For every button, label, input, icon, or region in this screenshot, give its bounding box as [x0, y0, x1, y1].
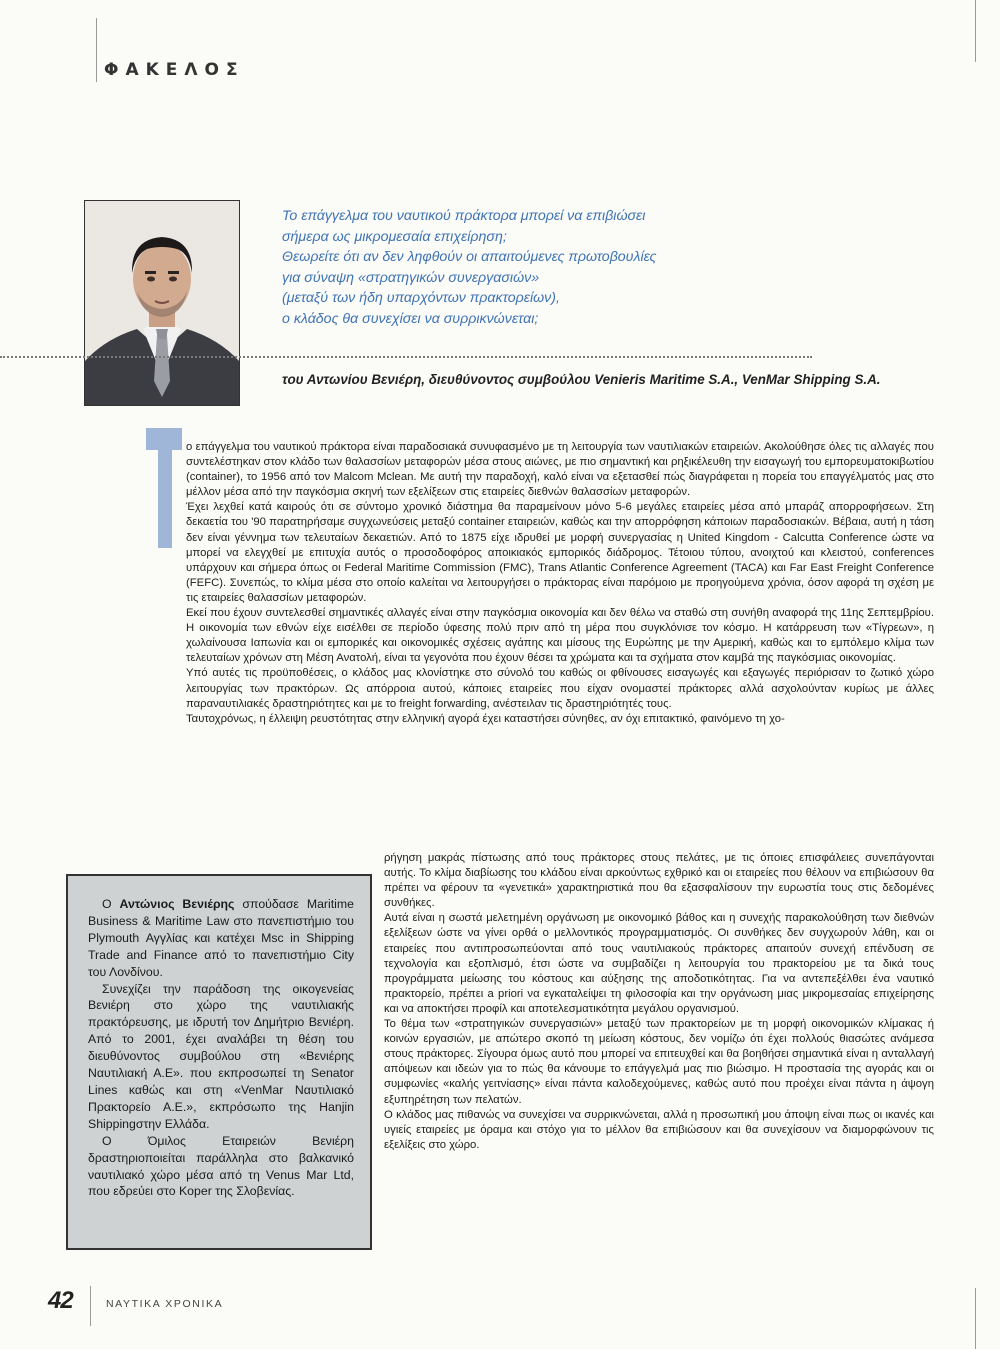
article-paragraph: Εκεί που έχουν συντελεσθεί σημαντικές αλλαγές είναι στην παγκόσμια οικονομία και δεν θέλω να σταθώ στη συνήθη αναφορά της 11ης Σεπτεμβρίου. Η οικονομία των εθνών είχε εισέλθει σε περίοδο ύφεσης πολύ πριν από τη μέρα που συγκλόνισε τον κόσμο. Η κατάρρευση των «Τίγρεων», η χωλαίνουσα Ιαπωνία και οι εμπορικές και οικονομικές σχέσεις αγάπης και μίσους της Ευρώπης με την Αμερική, καθώς και το εμπόλεμο κλίμα των τελευταίων χρόνων στη Μέση Ανατολή, είναι τα γεγονότα που έχουν θέσει τα χρώματα και τα σχήματα στον καμβά της παγκόσμιας οικονομίας. [186, 607, 934, 665]
section-title: ΦΑΚΕΛΟΣ [104, 60, 245, 80]
portrait-photo [84, 200, 240, 406]
magazine-title: ΝΑΥΤΙΚΑ ΧΡΟΝΙΚΑ [106, 1298, 224, 1310]
article-paragraph: Έχει λεχθεί κατά καιρούς ότι σε σύντομο χρονικό διάστημα θα παραμείνουν μόνο 5-6 μεγάλες εταιρείες μέσα από μπαράζ απορροφήσεων. Στη δεκαετία του '90 παρατηρήσαμε συγχωνεύσεις μεταξύ container εταιρειών, καθώς και την απορρόφηση κάποιων παραδοσιακών. Βέβαια, αυτή η τάση δεν είναι γέννημα των τελευταίων δεκαετιών. Από το 1875 είχε ιδρυθεί με μορφή συνεργασίας η United Kingdom - Calcutta Conference ώστε να μπορεί να ελεγχθεί με επιτυχία αυτός ο προσοδοφόρος αποικιακός εμπορικός διάδρομος. Τέτοιου τύπου, ανοιχτού και κλειστού, conferences υπάρχουν και σήμερα όπως οι Federal Maritime Commission (FMC), Trans Atlantic Conference Agreement (TACA) και Far East Freight Conference (FEFC). Συνεπώς, το κλίμα μέσα στο οποίο καλείται να λειτουργήσει ο πράκτορας είναι παρόμοιο με προηγούμενα χρόνια, όσον αφορά τη σχέση με τις εταιρείες θαλασσίων μεταφορών. [186, 501, 934, 604]
question-line: Το επάγγελμα του ναυτικού πράκτορα μπορεί να επιβιώσει [282, 208, 646, 224]
bio-paragraph: Συνεχίζει την παράδοση της οικογενείας Βενιέρη στο χώρο της ναυτιλιακής πρακτόρευσης, με ιδρυτή τον Δημήτριο Βενιέρη. Από το 2001, έχει αναλάβει τη θέση του διευθύνοντος συμβούλου στη «Βενιέρης Ναυτιλιακή Α.Ε». που εκπροσωπεί τη Senator Lines καθώς και στη «VenMar Ναυτιλιακό Πρακτορείο Α.Ε.», εκπρόσωπο της Hanjin Shippingστην Ελλάδα. [88, 981, 354, 1131]
article-paragraph: Ο κλάδος μας πιθανώς να συνεχίσει να συρρικνώνεται, αλλά η προσωπική μου άποψη είναι πως οι ικανές και υγιείς εταιρείες με όραμα και στόχο για το μέλλον θα επιβιώσουν και θα συνεχίσουν να διαμορφώνουν τις εξελίξεις στο χώρο. [384, 1108, 934, 1151]
author-bio-box [66, 874, 372, 1250]
question-line: Θεωρείτε ότι αν δεν ληφθούν οι απαιτούμενες πρωτοβουλίες [282, 249, 657, 265]
footer-right-rule [975, 1288, 976, 1349]
article-body-upper [186, 440, 934, 727]
page-number: 42 [48, 1287, 73, 1314]
article-paragraph: Το θέμα των «στρατηγικών συνεργασιών» μεταξύ των πρακτορείων με τη μορφή οικονομικών κλίμακας ή κοινών εργασιών, με απώτερο σκοπό τη μείωση κόστους, δεν νομίζω ότι έχει πολλούς θιασώτες ανάμεσα στους πράκτορες. Σίγουρα όμως αυτό που μπορεί να επιτευχθεί και θα βοηθήσει σημαντικά είναι η ανταλλαγή απόψεων και ιδεών για το πώς θα κάνουμε το επάγγελμά μας πιο βιώσιμο. Η προστασία της αγοράς και οι συμφωνίες «καλής γειτνίασης» είναι πάντα καλοδεχούμενες, καθώς αυτό που προέχει είναι πάντα η άψογη εξυπηρέτηση των πελατών. [384, 1018, 934, 1106]
article-paragraph: ρήγηση μακράς πίστωσης από τους πράκτορες στους πελάτες, με τις όποιες επισφάλειες συνεπάγονται αυτής. Το κλίμα διαβίωσης του κλάδου είναι αρκούντως εχθρικό και οι εταιρείες που θέλουν να επιβιώσουν θα πρέπει να φέρουν τα «γενετικά» χαρακτηριστικά που θα εξασφαλίσουν την ευρωστία τους στις δεδομένες συνθήκες. [384, 852, 934, 910]
drop-cap [146, 428, 182, 548]
question-line: για σύναψη «στρατηγικών συνεργασιών» [282, 269, 540, 286]
bio-paragraph: Ο Όμιλος Εταιρειών Βενιέρη δραστηριοποιείται παράλληλα στο βαλκανικό ναυτιλιακό χώρο μέσα από τη Venus Mar Ltd, που εδρεύει στο Koper της Σλοβενίας. [88, 1133, 354, 1199]
article-paragraph: Υπό αυτές τις προϋποθέσεις, ο κλάδος μας κλονίστηκε στο σύνολό του καθώς οι φθίνουσες εισαγωγές και εξαγωγές περιόρισαν το ζωτικό χώρο λειτουργίας των πρακτόρων. Ως απόρροια αυτού, κάποιες εταιρείες που είχαν ονομαστεί πράκτορες αλλά ασχολούνταν κυρίως με άλλες παραναυτιλιακές δραστηριότητες και με το freight forwarding, ανέστειλαν τις δραστηριότητές τους. [186, 667, 934, 710]
article-paragraph: Αυτά είναι η σωστά μελετημένη οργάνωση με οικονομικό βάθος και η συνεχής παρακολούθηση των διεθνών εξελίξεων ώστε να γίνει ορθά ο μελλοντικός προγραμματισμός. Οι συνθήκες δεν συγχωρούν λάθη, και οι εταιρείες που αντιπροσωπεύονται από τους ναυτιλιακούς πράκτορες απαιτούν συνεχή επένδυση σε τεχνολογία και εξοπλισμό, έτσι ώστε να συμβαδίζει η λειτουργία του πρακτορείου με τα δικά τους προγράμματα μείωσης του κόστους και αύξησης της αποδοτικότητας. Για να αντεπεξέλθει ένα ναυτικό πρακτορείο, πρέπει a priori να εγκαταλείψει τη φιλοσοφία και την οργάνωση μιας μικρομεσαίας επιχείρησης και να αποκτήσει προφίλ και αποτελεσματικότητα μεγάλου οργανισμού. [384, 912, 934, 1015]
portrait-illustration [85, 201, 239, 405]
bio-prefix: Ο [102, 897, 120, 911]
author-byline: του Αντωνίου Βενιέρη, διευθύνοντος συμβούλου Venieris Maritime S.A., VenMar Shipping S.A. [282, 372, 881, 387]
header-rule [96, 18, 97, 82]
article-paragraph: Ταυτοχρόνως, η έλλειψη ρευστότητας στην ελληνική αγορά έχει καταστήσει σύνηθες, αν όχι επιτακτικό, φαινόμενο τη χο- [186, 712, 785, 725]
footer-rule [90, 1286, 91, 1326]
article-body-lower [384, 851, 934, 1153]
question-line: ο κλάδος θα συνεχίσει να συρρικνώνεται; [282, 310, 539, 327]
bio-text: σπούδασε Maritime Business & Maritime Law στο πανεπιστήμιο του Plymouth Αγγλίας και κατέχει Msc in Shipping Trade and Finance από το πανεπιστήμιο City του Λονδίνου. [88, 897, 354, 979]
dotted-separator [0, 356, 812, 358]
right-margin-rule [975, 0, 976, 62]
question-line: (μεταξύ των ήδη υπαρχόντων πρακτορείων), [282, 290, 560, 306]
question-line: σήμερα ως μικρομεσαία επιχείρηση; [282, 228, 507, 245]
bio-paragraph [88, 896, 354, 981]
lead-question [282, 206, 802, 329]
bio-name: Αντώνιος Βενιέρης [119, 897, 235, 911]
article-paragraph: ο επάγγελμα του ναυτικού πράκτορα είναι παραδοσιακά συνυφασμένο με τη λειτουργία των ναυτιλιακών εταιρειών. Ακολούθησε όλες τις αλλαγές που συντελέστηκαν στον κλάδο των θαλασσίων μεταφορών μέσα στους αιώνες, με πιο σημαντική και ρηξικέλευθη την εισαγωγή του εμπορευματοκιβωτίου (container), το 1956 από τον Malcom Mclean. Με αυτή την παραδοχή, καλό είναι να εξετασθεί πώς διαγράφεται η πορεία του επαγγέλματός μας στο μέλλον μέσα από την παγκόσμια σκηνή των εξελίξεων στις εταιρείες διεθνών θαλασσίων μεταφορών. [186, 441, 934, 499]
